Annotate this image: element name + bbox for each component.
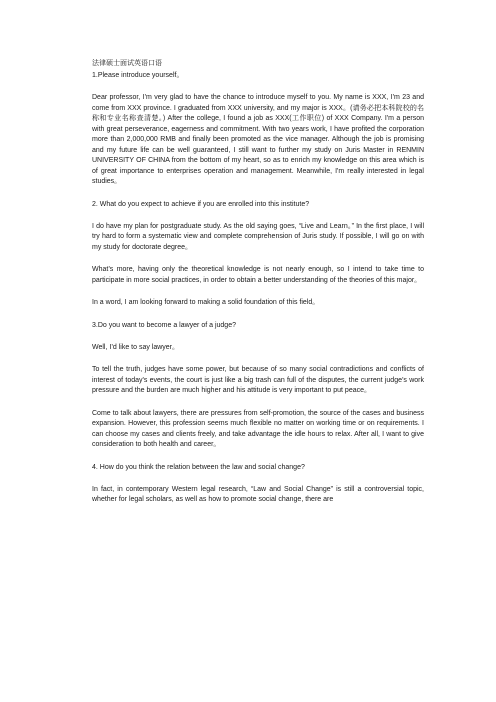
answer-paragraph-7: Come to talk about lawyers, there are pressures from self-promotion, the source of the cases and business expansion. However, this profession seems much flexible no matter on working time or on requirements. I can choose my cases and clients freely, and take advantage the idle hours to relax. After all, I want to give consideration to both health and career。	[92, 409, 424, 448]
answer-paragraph-8: In fact, in contemporary Western legal research, “Law and Social Change” is still a controversial topic, whether for legal scholars, as well as how to promote social change, there are	[92, 485, 424, 503]
question-1: 1.Please introduce yourself。	[92, 72, 184, 79]
question-3: 3.Do you want to become a lawyer of a judge?	[92, 321, 236, 329]
document-page	[92, 58, 424, 506]
question-2: 2. What do you expect to achieve if you are enrolled into this institute?	[92, 200, 310, 208]
answer-paragraph-3: What’s more, having only the theoretical knowledge is not nearly enough, so I intend to take time to participate in more social practices, in order to obtain a better understanding of the theories of this major。	[92, 266, 424, 284]
answer-paragraph-4: In a word, I am looking forward to making a solid foundation of this field。	[92, 299, 320, 306]
answer-paragraph-6: To tell the truth, judges have some power, but because of so many social contradictions and conflicts of interest of today's events, the court is just like a big trash can full of the disputes, the current judge’s work pressure and the burden are much higher and his attitude is very important to put peace。	[92, 366, 424, 394]
document-title: 法律硕士面试英语口语	[92, 59, 162, 67]
answer-paragraph-2: I do have my plan for postgraduate study. As the old saying goes, “Live and Learn。” In the first place, I will try hard to form a systematic view and complete comprehension of Juris study. If possible, I will go on with my study for doctorate degree。	[92, 222, 424, 251]
answer-paragraph-1: Dear professor, I’m very glad to have the chance to introduce myself to you. My name is XXX, I’m 23 and come from XXX province. I graduated from XXX university, and my major is XXX。(请务必把本科院校的名称和专业名称查清楚。) After the college, I found a job as XXX(工作职位) of XXX Company. I'm a person with great perseverance, eagerness and commitment. With two years work, I have profited the corporation more than 2,000,000 RMB and finally been promoted as the vice manager. Although the job is promising and my future life can be well guaranteed, I still want to further my study on Juris Master in RENMIN UNIVERSITY OF CHINA from the bottom of my heart, so as to enrich my knowledge on this area which is of great importance to enterprises operation and management. Meanwhile, I'm really interested in legal studies。	[92, 94, 424, 185]
question-4: 4. How do you think the relation between the law and social change?	[92, 463, 305, 471]
answer-paragraph-5: Well, I’d like to say lawyer。	[92, 343, 180, 351]
